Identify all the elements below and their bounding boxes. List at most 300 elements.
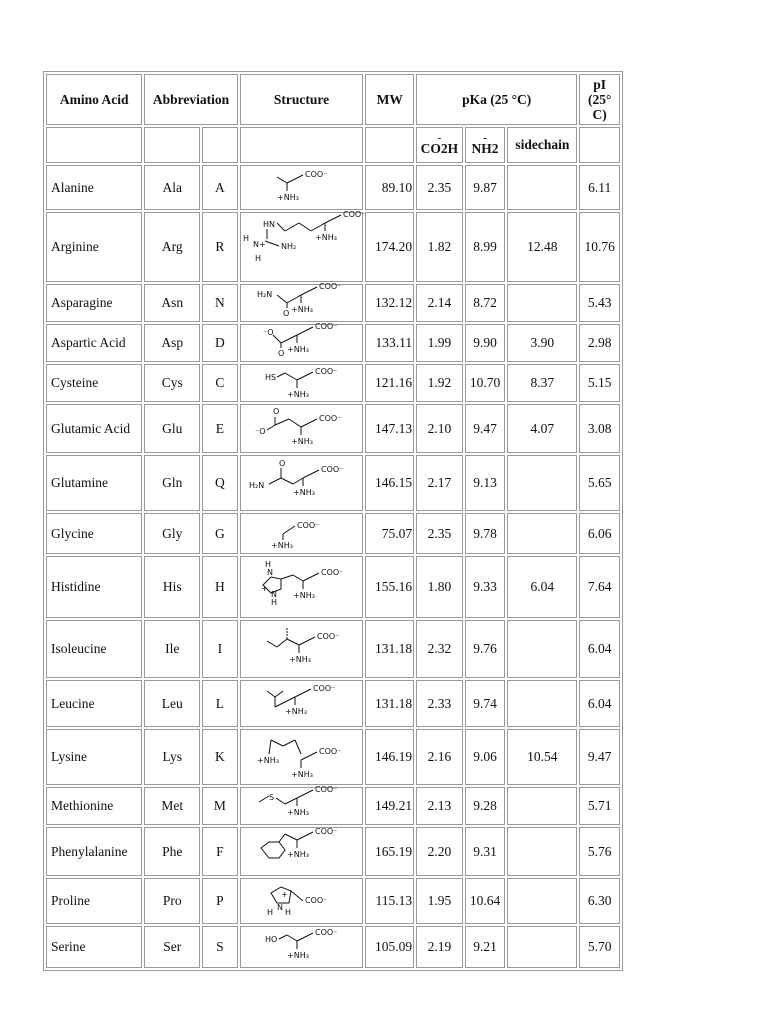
isoelectric-point: 3.08 xyxy=(579,404,620,453)
structure-label: O xyxy=(272,407,279,416)
structure-bond xyxy=(275,691,283,697)
table-row xyxy=(46,165,620,210)
abbreviation-1: L xyxy=(202,680,238,727)
leucine-structure-icon xyxy=(241,681,363,728)
structure-bond xyxy=(277,373,285,377)
pka-nh2: 9.13 xyxy=(465,455,506,511)
abbreviation-1: C xyxy=(202,364,238,402)
structure-bond xyxy=(301,287,317,295)
structure-bond xyxy=(301,419,317,427)
header-abbreviation: Abbreviation xyxy=(144,74,237,125)
table-row xyxy=(46,729,620,785)
abbreviation-3: Leu xyxy=(144,680,200,727)
structure-bond xyxy=(283,526,295,534)
structure-bond xyxy=(269,740,271,754)
pka-sidechain: 4.07 xyxy=(507,404,577,453)
structure-label: COO⁻ xyxy=(318,282,342,291)
structure-bond xyxy=(293,478,303,484)
structure-bond xyxy=(287,935,297,941)
isoelectric-point: 5.43 xyxy=(579,284,620,322)
molecular-weight: 146.19 xyxy=(365,729,414,785)
isoelectric-point: 5.65 xyxy=(579,455,620,511)
structure-cell xyxy=(240,556,364,618)
structure-label: N xyxy=(266,568,273,577)
header-pi: pI (25° C) xyxy=(579,74,620,125)
structure-label: COO⁻ xyxy=(320,465,344,474)
molecular-weight: 149.21 xyxy=(365,787,414,825)
structure-bond xyxy=(293,575,303,581)
structure-cell xyxy=(240,364,364,402)
isoelectric-point: 6.04 xyxy=(579,620,620,678)
abbreviation-1: I xyxy=(202,620,238,678)
structure-bond xyxy=(285,373,297,380)
alanine-structure-icon xyxy=(241,166,363,211)
isoelectric-point: 6.11 xyxy=(579,165,620,210)
structure-label: N+ xyxy=(252,240,266,249)
structure-cell xyxy=(240,878,364,924)
molecular-weight: 89.10 xyxy=(365,165,414,210)
header-structure: Structure xyxy=(240,74,364,125)
pka-co2h: 2.16 xyxy=(416,729,463,785)
structure-label: ⁻O xyxy=(254,427,266,436)
pka-co2h: 2.13 xyxy=(416,787,463,825)
structure-label: S xyxy=(268,793,274,802)
structure-cell xyxy=(240,513,364,554)
structure-label: +NH₃ xyxy=(286,850,309,859)
pka-sidechain: 10.54 xyxy=(507,729,577,785)
molecular-weight: 133.11 xyxy=(365,324,414,362)
molecular-weight: 131.18 xyxy=(365,680,414,727)
isoelectric-point: 6.30 xyxy=(579,878,620,924)
structure-bond xyxy=(303,573,319,581)
pka-sidechain xyxy=(507,165,577,210)
structure-bond xyxy=(267,425,275,430)
pka-co2h: 2.17 xyxy=(416,455,463,511)
structure-cell xyxy=(240,324,364,362)
structure-bond xyxy=(297,327,313,335)
pka-co2h: 1.82 xyxy=(416,212,463,282)
structure-cell xyxy=(240,787,364,825)
table-row xyxy=(46,556,620,618)
table-row xyxy=(46,827,620,876)
pka-co2h: 1.92 xyxy=(416,364,463,402)
pka-sidechain xyxy=(507,620,577,678)
structure-label: +NH₃ xyxy=(290,305,313,314)
amino-acid-name: Proline xyxy=(46,878,142,924)
structure-bond xyxy=(287,639,299,645)
structure-cell xyxy=(240,455,364,511)
amino-acid-name: Serine xyxy=(46,926,142,968)
structure-bond xyxy=(285,223,299,231)
abbreviation-1: N xyxy=(202,284,238,322)
structure-bond xyxy=(297,933,313,941)
structure-bond xyxy=(283,740,295,746)
table-row xyxy=(46,680,620,727)
structure-bond xyxy=(277,639,287,647)
structure-bond xyxy=(297,372,313,380)
pka-nh2: 9.74 xyxy=(465,680,506,727)
structure-label: +NH₃ xyxy=(270,541,293,550)
abbreviation-3: Glu xyxy=(144,404,200,453)
structure-cell xyxy=(240,680,364,727)
pka-sidechain xyxy=(507,513,577,554)
amino-acid-name: Leucine xyxy=(46,680,142,727)
isoelectric-point: 10.76 xyxy=(579,212,620,282)
abbreviation-1: M xyxy=(202,787,238,825)
structure-label: NH₂ xyxy=(280,242,296,251)
table-row xyxy=(46,787,620,825)
amino-acid-name: Alanine xyxy=(46,165,142,210)
pka-sidechain xyxy=(507,455,577,511)
structure-bond xyxy=(265,241,279,246)
subheader-nh2 xyxy=(465,127,506,163)
subheader-row xyxy=(46,127,620,163)
structure-label: +NH₃ xyxy=(290,437,313,446)
structure-label: + xyxy=(280,890,288,899)
abbreviation-1: R xyxy=(202,212,238,282)
structure-bond xyxy=(299,637,315,645)
structure-bond xyxy=(267,641,277,647)
abbreviation-1: E xyxy=(202,404,238,453)
structure-bond xyxy=(259,796,269,802)
structure-bond xyxy=(269,478,281,484)
header-row xyxy=(46,74,620,125)
amino-acid-name: Glutamine xyxy=(46,455,142,511)
abbreviation-1: D xyxy=(202,324,238,362)
structure-cell xyxy=(240,620,364,678)
abbreviation-1: A xyxy=(202,165,238,210)
subheader-sidechain: sidechain xyxy=(507,127,577,163)
structure-bond xyxy=(287,295,301,303)
abbreviation-3: Cys xyxy=(144,364,200,402)
structure-cell xyxy=(240,284,364,322)
subheader-nh2-dash: - xyxy=(483,132,487,144)
serine-structure-icon xyxy=(241,927,363,969)
abbreviation-1: F xyxy=(202,827,238,876)
structure-cell xyxy=(240,404,364,453)
table-row xyxy=(46,455,620,511)
structure-bond xyxy=(281,335,297,343)
structure-bond xyxy=(297,790,313,798)
structure-label: H xyxy=(254,254,261,263)
header-mw: MW xyxy=(365,74,414,125)
structure-label: COO⁻ xyxy=(316,632,340,641)
subheader-empty xyxy=(579,127,620,163)
structure-bond xyxy=(301,752,317,760)
pka-nh2: 9.33 xyxy=(465,556,506,618)
abbreviation-3: Ala xyxy=(144,165,200,210)
abbreviation-3: Gly xyxy=(144,513,200,554)
structure-label: +NH₃ xyxy=(286,345,309,354)
table-row xyxy=(46,284,620,322)
structure-label: COO⁻ xyxy=(304,896,328,905)
structure-label: +NH₃ xyxy=(286,390,309,399)
structure-label: COO⁻ xyxy=(314,785,338,794)
pka-nh2: 9.47 xyxy=(465,404,506,453)
table-row xyxy=(46,926,620,968)
structure-label: COO⁻ xyxy=(320,568,344,577)
abbreviation-3: Asp xyxy=(144,324,200,362)
isoelectric-point: 5.76 xyxy=(579,827,620,876)
structure-bond xyxy=(279,935,287,939)
structure-label: +NH₃ xyxy=(286,808,309,817)
pka-sidechain xyxy=(507,878,577,924)
structure-bond xyxy=(261,842,285,858)
isoelectric-point: 5.70 xyxy=(579,926,620,968)
table-row xyxy=(46,324,620,362)
amino-acid-name: Glutamic Acid xyxy=(46,404,142,453)
molecular-weight: 174.20 xyxy=(365,212,414,282)
molecular-weight: 121.16 xyxy=(365,364,414,402)
molecular-weight: 146.15 xyxy=(365,455,414,511)
structure-label: COO⁻ xyxy=(342,210,366,219)
structure-label: COO⁻ xyxy=(314,367,338,376)
structure-label: H xyxy=(284,908,291,917)
structure-bond xyxy=(277,295,287,303)
amino-acid-table xyxy=(43,71,623,971)
structure-bond xyxy=(267,691,275,697)
subheader-co2h xyxy=(416,127,463,163)
molecular-weight: 131.18 xyxy=(365,620,414,678)
structure-cell xyxy=(240,729,364,785)
structure-label: COO⁻ xyxy=(318,747,342,756)
structure-bond xyxy=(281,478,293,484)
structure-label: O xyxy=(278,459,285,468)
structure-bond xyxy=(271,740,283,746)
header-pka: pKa (25 °C) xyxy=(416,74,577,125)
subheader-empty xyxy=(365,127,414,163)
pka-sidechain: 12.48 xyxy=(507,212,577,282)
abbreviation-3: Gln xyxy=(144,455,200,511)
pka-nh2: 9.76 xyxy=(465,620,506,678)
structure-label: N xyxy=(276,903,283,912)
amino-acid-name: Histidine xyxy=(46,556,142,618)
structure-bond xyxy=(295,740,301,754)
structure-cell xyxy=(240,165,364,210)
table-row xyxy=(46,404,620,453)
amino-acid-name: Lysine xyxy=(46,729,142,785)
pka-nh2: 9.31 xyxy=(465,827,506,876)
glutamic-acid-structure-icon xyxy=(241,405,363,454)
structure-label: H₂N xyxy=(248,481,264,490)
isoelectric-point: 7.64 xyxy=(579,556,620,618)
structure-bond xyxy=(295,689,311,697)
amino-acid-name: Asparagine xyxy=(46,284,142,322)
structure-bond xyxy=(281,575,293,579)
structure-label: +NH₃ xyxy=(290,770,313,779)
amino-acid-name: Phenylalanine xyxy=(46,827,142,876)
structure-label: +NH₃ xyxy=(276,193,299,202)
asparagine-structure-icon xyxy=(241,282,363,323)
structure-cell xyxy=(240,212,364,282)
structure-label: HS xyxy=(264,373,276,382)
structure-label: COO⁻ xyxy=(296,521,320,530)
abbreviation-3: Ser xyxy=(144,926,200,968)
amino-acid-name: Cysteine xyxy=(46,364,142,402)
structure-label: H₂N xyxy=(256,290,272,299)
structure-label: H xyxy=(266,908,273,917)
molecular-weight: 115.13 xyxy=(365,878,414,924)
structure-bond xyxy=(311,223,325,231)
structure-cell xyxy=(240,926,364,968)
subheader-empty xyxy=(240,127,364,163)
pka-co2h: 2.35 xyxy=(416,165,463,210)
pka-sidechain xyxy=(507,680,577,727)
structure-label: H xyxy=(242,234,249,243)
pka-nh2: 9.28 xyxy=(465,787,506,825)
abbreviation-3: His xyxy=(144,556,200,618)
pka-co2h: 2.32 xyxy=(416,620,463,678)
structure-bond xyxy=(285,834,297,840)
pka-nh2: 9.78 xyxy=(465,513,506,554)
structure-label: H xyxy=(270,598,277,607)
abbreviation-1: H xyxy=(202,556,238,618)
pka-nh2: 9.90 xyxy=(465,324,506,362)
structure-label: +NH₃ xyxy=(292,591,315,600)
amino-acid-name: Glycine xyxy=(46,513,142,554)
structure-bond xyxy=(275,419,289,425)
arginine-structure-icon xyxy=(241,210,366,283)
molecular-weight: 105.09 xyxy=(365,926,414,968)
pka-nh2: 8.99 xyxy=(465,212,506,282)
structure-bond xyxy=(299,223,311,231)
structure-bond xyxy=(303,470,319,478)
cysteine-structure-icon xyxy=(241,365,363,403)
lysine-structure-icon xyxy=(241,730,363,786)
isoelectric-point: 6.06 xyxy=(579,513,620,554)
structure-label: COO⁻ xyxy=(318,414,342,423)
amino-acid-name: Arginine xyxy=(46,212,142,282)
molecular-weight: 75.07 xyxy=(365,513,414,554)
isoelectric-point: 5.71 xyxy=(579,787,620,825)
structure-label: O xyxy=(282,309,289,318)
structure-bond xyxy=(277,177,287,183)
structure-bond xyxy=(289,419,301,427)
structure-bond xyxy=(285,798,297,804)
isoelectric-point: 5.15 xyxy=(579,364,620,402)
pka-co2h: 2.10 xyxy=(416,404,463,453)
abbreviation-3: Met xyxy=(144,787,200,825)
pka-co2h: 1.99 xyxy=(416,324,463,362)
abbreviation-3: Ile xyxy=(144,620,200,678)
pka-sidechain xyxy=(507,827,577,876)
methionine-structure-icon xyxy=(241,785,363,826)
structure-label: O xyxy=(277,349,284,358)
structure-bond xyxy=(297,832,313,840)
abbreviation-3: Pro xyxy=(144,878,200,924)
pka-co2h: 2.14 xyxy=(416,284,463,322)
structure-cell xyxy=(240,827,364,876)
structure-label: +NH₃ xyxy=(284,707,307,716)
pka-sidechain: 3.90 xyxy=(507,324,577,362)
aspartic-acid-structure-icon xyxy=(241,322,363,363)
structure-bond xyxy=(273,335,281,343)
pka-nh2: 10.70 xyxy=(465,364,506,402)
proline-structure-icon xyxy=(241,879,363,925)
isoleucine-structure-icon xyxy=(241,621,363,679)
amino-acid-name: Isoleucine xyxy=(46,620,142,678)
abbreviation-1: G xyxy=(202,513,238,554)
glycine-structure-icon xyxy=(241,514,363,555)
abbreviation-1: Q xyxy=(202,455,238,511)
structure-label: COO⁻ xyxy=(314,322,338,331)
pka-sidechain xyxy=(507,926,577,968)
amino-acid-name: Methionine xyxy=(46,787,142,825)
table-row xyxy=(46,364,620,402)
pka-nh2: 9.06 xyxy=(465,729,506,785)
molecular-weight: 132.12 xyxy=(365,284,414,322)
subheader-co2h-label: CO2H xyxy=(420,141,459,156)
pka-sidechain xyxy=(507,284,577,322)
structure-label: +NH₃ xyxy=(256,756,279,765)
pka-co2h: 1.80 xyxy=(416,556,463,618)
structure-label: HN xyxy=(262,220,275,229)
pka-co2h: 2.19 xyxy=(416,926,463,968)
structure-label: N xyxy=(270,590,277,599)
phenylalanine-structure-icon xyxy=(241,828,363,877)
table-row xyxy=(46,513,620,554)
glutamine-structure-icon xyxy=(241,456,363,512)
structure-label: H xyxy=(264,560,271,569)
pka-sidechain: 8.37 xyxy=(507,364,577,402)
amino-acid-name: Aspartic Acid xyxy=(46,324,142,362)
structure-label: COO⁻ xyxy=(314,827,338,836)
subheader-empty xyxy=(144,127,200,163)
structure-bond xyxy=(291,891,303,901)
isoelectric-point: 6.04 xyxy=(579,680,620,727)
pka-co2h: 2.35 xyxy=(416,513,463,554)
table-row xyxy=(46,620,620,678)
table-row xyxy=(46,212,620,282)
structure-label: HO xyxy=(264,935,277,944)
subheader-co2h-dash: - xyxy=(437,132,442,144)
structure-label: COO⁻ xyxy=(304,170,328,179)
table-row xyxy=(46,878,620,924)
pka-co2h: 1.95 xyxy=(416,878,463,924)
structure-label: COO⁻ xyxy=(314,928,338,937)
structure-bond xyxy=(279,834,285,842)
abbreviation-1: P xyxy=(202,878,238,924)
subheader-empty xyxy=(46,127,142,163)
molecular-weight: 147.13 xyxy=(365,404,414,453)
structure-bond xyxy=(276,798,285,804)
structure-bond xyxy=(275,697,295,707)
molecular-weight: 155.16 xyxy=(365,556,414,618)
amino-acid-table-container xyxy=(43,71,623,991)
structure-label: +NH₃ xyxy=(286,951,309,960)
pka-nh2: 8.72 xyxy=(465,284,506,322)
isoelectric-point: 2.98 xyxy=(579,324,620,362)
structure-label: +NH₃ xyxy=(288,655,311,664)
histidine-structure-icon xyxy=(241,557,363,619)
structure-label: COO⁻ xyxy=(312,684,336,693)
pka-sidechain: 6.04 xyxy=(507,556,577,618)
structure-bond xyxy=(277,223,285,231)
molecular-weight: 165.19 xyxy=(365,827,414,876)
pka-sidechain xyxy=(507,787,577,825)
abbreviation-3: Phe xyxy=(144,827,200,876)
structure-label: +NH₃ xyxy=(314,233,337,242)
structure-bond xyxy=(325,215,341,223)
abbreviation-3: Arg xyxy=(144,212,200,282)
abbreviation-3: Lys xyxy=(144,729,200,785)
pka-co2h: 2.20 xyxy=(416,827,463,876)
structure-bond xyxy=(287,175,303,183)
abbreviation-1: K xyxy=(202,729,238,785)
subheader-nh2-label: NH2 xyxy=(471,141,499,156)
header-amino-acid: Amino Acid xyxy=(46,74,142,125)
structure-label: ⁻O xyxy=(262,328,274,337)
